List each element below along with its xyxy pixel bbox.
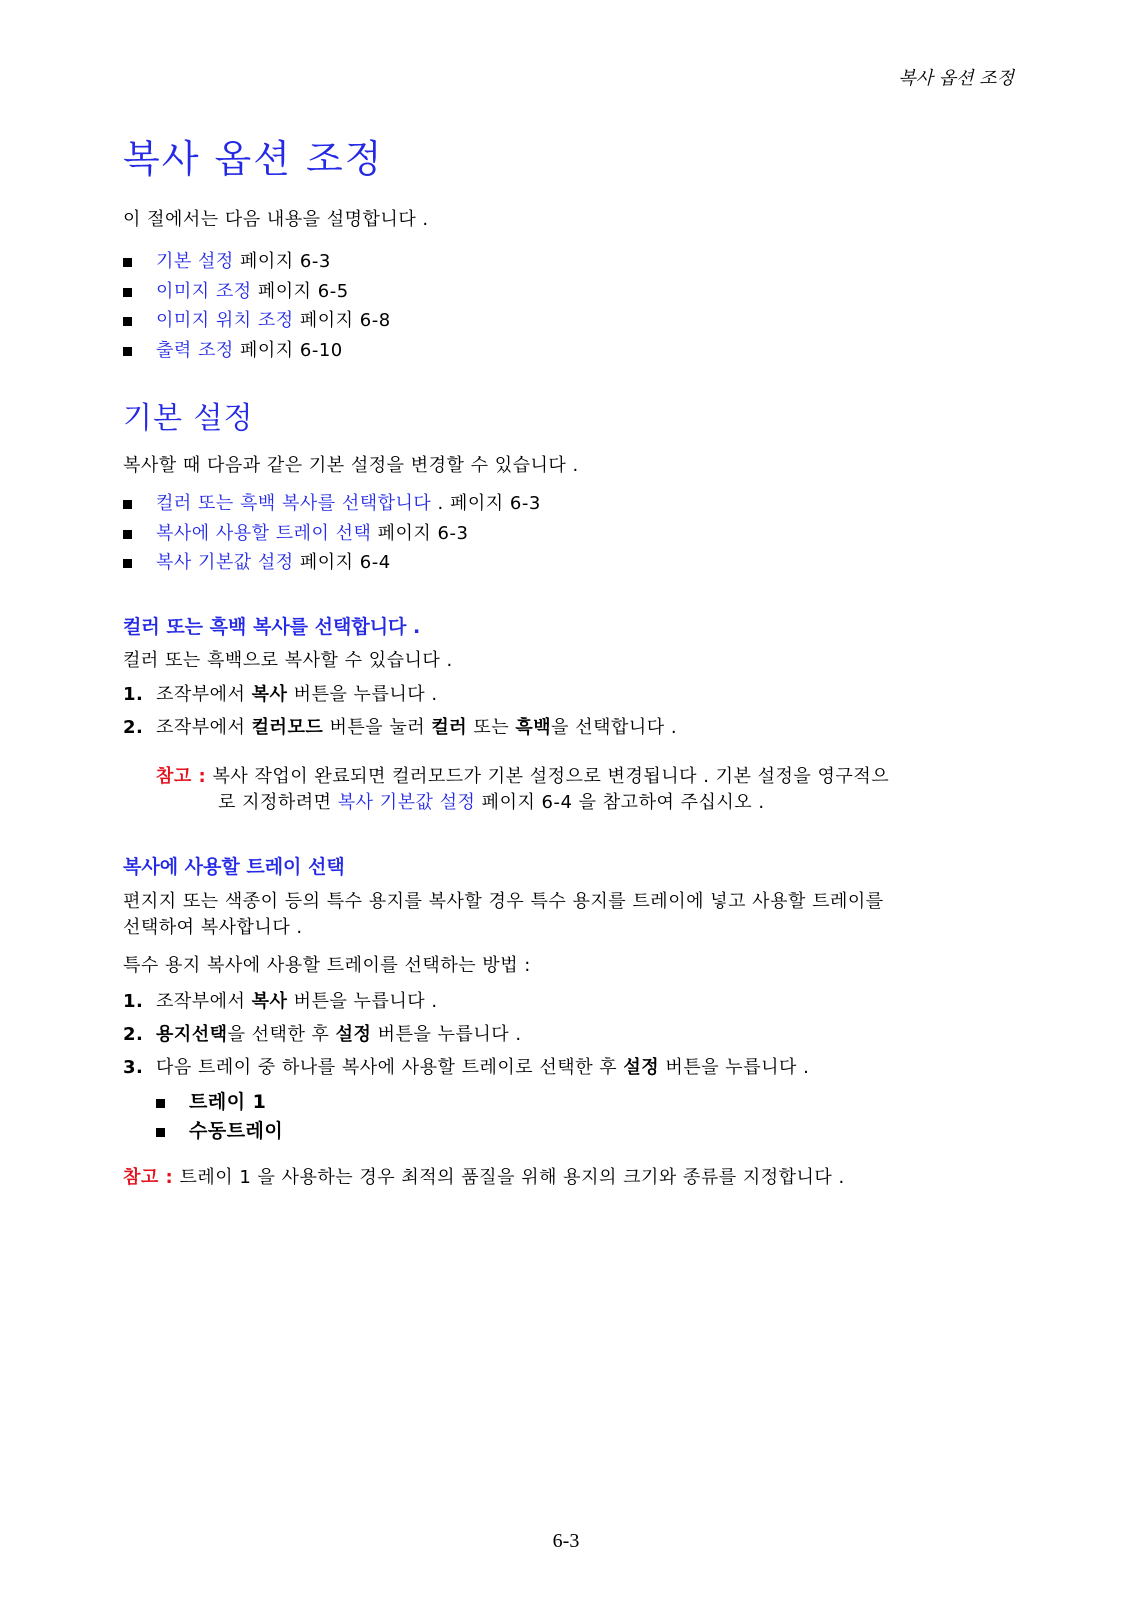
toc-item [123,336,1008,366]
step-bold: 용지선택 [156,1023,228,1045]
tray-steps [123,985,1008,1084]
tray-option-manual: 수동트레이 [156,1117,1008,1147]
step-text: 조작부에서 [156,990,252,1012]
step-number: 1. [123,990,144,1012]
toc-item [123,247,1008,277]
basic-link-item [123,489,1008,519]
step-bold: 복사 [251,683,288,705]
tray-how: 특수 용지 복사에 사용할 트레이를 선택하는 방법 : [123,954,531,976]
note-text: 페이지 6-4 을 참고하여 주십시오 . [475,791,765,813]
step-number: 2. [123,1023,144,1045]
color-intro: 컬러 또는 흑백으로 복사할 수 있습니다 . [123,649,453,671]
toc-ref: 페이지 6-5 [251,280,349,302]
step-text: 버튼을 눌러 [323,716,432,738]
step-text: 버튼을 누릅니다 . [287,990,438,1012]
color-steps [123,678,1008,744]
step-number: 2. [123,716,144,738]
step-text: 버튼을 누릅니다 . [659,1056,810,1078]
color-heading: 컬러 또는 흑백 복사를 선택합니다 . [123,615,421,638]
step-text: 을 선택한 후 [227,1023,336,1045]
toc-ref: 페이지 6-8 [293,310,391,331]
tray-step-2 [123,1018,1008,1051]
step-bold: 설정 [623,1056,660,1078]
step-bold: 흑백 [515,716,552,738]
step-number: 1. [123,683,144,705]
note-link-defaults[interactable]: 복사 기본값 설정 [337,791,476,813]
note-text: 트레이 1 을 사용하는 경우 최적의 품질을 위해 용지의 크기와 종류를 지정합니다 . [173,1166,845,1188]
tray-intro-line: 편지지 또는 색종이 등의 특수 용지를 복사할 경우 특수 용지를 트레이에 넣고 사용할 트레이를 [123,890,884,912]
link-tray-select[interactable]: 복사에 사용할 트레이 선택 [156,522,372,544]
page-content [123,128,1008,1191]
basic-link-ref: 페이지 6-4 [293,552,391,573]
toc-item [123,306,1008,336]
basic-link-ref: . 페이지 6-3 [431,493,541,514]
toc-list [123,247,1008,365]
basic-links [123,489,1008,578]
toc-link-position[interactable]: 이미지 위치 조정 [156,310,294,331]
tray-note [123,1165,1008,1191]
tray-heading: 복사에 사용할 트레이 선택 [123,855,345,878]
note-text: 로 지정하려면 [218,791,338,813]
step-bold: 컬러모드 [251,716,324,738]
note-label: 참고 : [156,765,207,787]
note-text: 복사 작업이 완료되면 컬러모드가 기본 설정으로 변경됩니다 . 기본 설정을 영구적으 [206,765,890,787]
basic-link-item [123,548,1008,578]
tray-intro-line: 선택하여 복사합니다 . [123,916,303,938]
step-text: 버튼을 누릅니다 . [287,683,438,705]
tray-options [156,1088,1008,1147]
step-text: 을 선택합니다 . [551,716,678,738]
toc-link-output[interactable]: 출력 조정 [156,339,234,361]
basic-link-item [123,519,1008,549]
color-step-2 [123,711,1008,744]
color-note [156,764,1008,816]
link-color-mode[interactable]: 컬러 또는 흑백 복사를 선택합니다 [156,493,432,514]
link-defaults[interactable]: 복사 기본값 설정 [156,552,294,573]
toc-item [123,277,1008,307]
step-text: 버튼을 누릅니다 . [371,1023,522,1045]
toc-ref: 페이지 6-10 [233,339,343,361]
toc-link-basic[interactable]: 기본 설정 [156,251,234,272]
step-text: 조작부에서 [156,716,252,738]
toc-link-image[interactable]: 이미지 조정 [156,280,252,302]
basic-link-ref: 페이지 6-3 [371,522,469,544]
note-label: 참고 : [123,1166,174,1188]
step-text: 또는 [467,716,516,738]
toc-ref: 페이지 6-3 [233,251,331,272]
tray-intro [123,889,1008,941]
page-number: 6-3 [552,1530,580,1552]
tray-option-1: 트레이 1 [156,1088,1008,1118]
basic-heading: 기본 설정 [123,401,254,436]
step-bold: 설정 [335,1023,372,1045]
tray-step-1 [123,985,1008,1018]
step-bold: 컬러 [431,716,468,738]
step-number: 3. [123,1056,144,1078]
page-title: 복사 옵션 조정 [123,137,384,181]
color-step-1 [123,678,1008,711]
step-text: 조작부에서 [156,683,252,705]
step-bold: 복사 [251,990,288,1012]
section-intro: 이 절에서는 다음 내용을 설명합니다 . [123,209,429,230]
running-header: 복사 옵션 조정 [898,68,1014,89]
step-text: 다음 트레이 중 하나를 복사에 사용할 트레이로 선택한 후 [156,1056,624,1078]
tray-step-3 [123,1051,1008,1084]
basic-intro: 복사할 때 다음과 같은 기본 설정을 변경할 수 있습니다 . [123,455,579,476]
